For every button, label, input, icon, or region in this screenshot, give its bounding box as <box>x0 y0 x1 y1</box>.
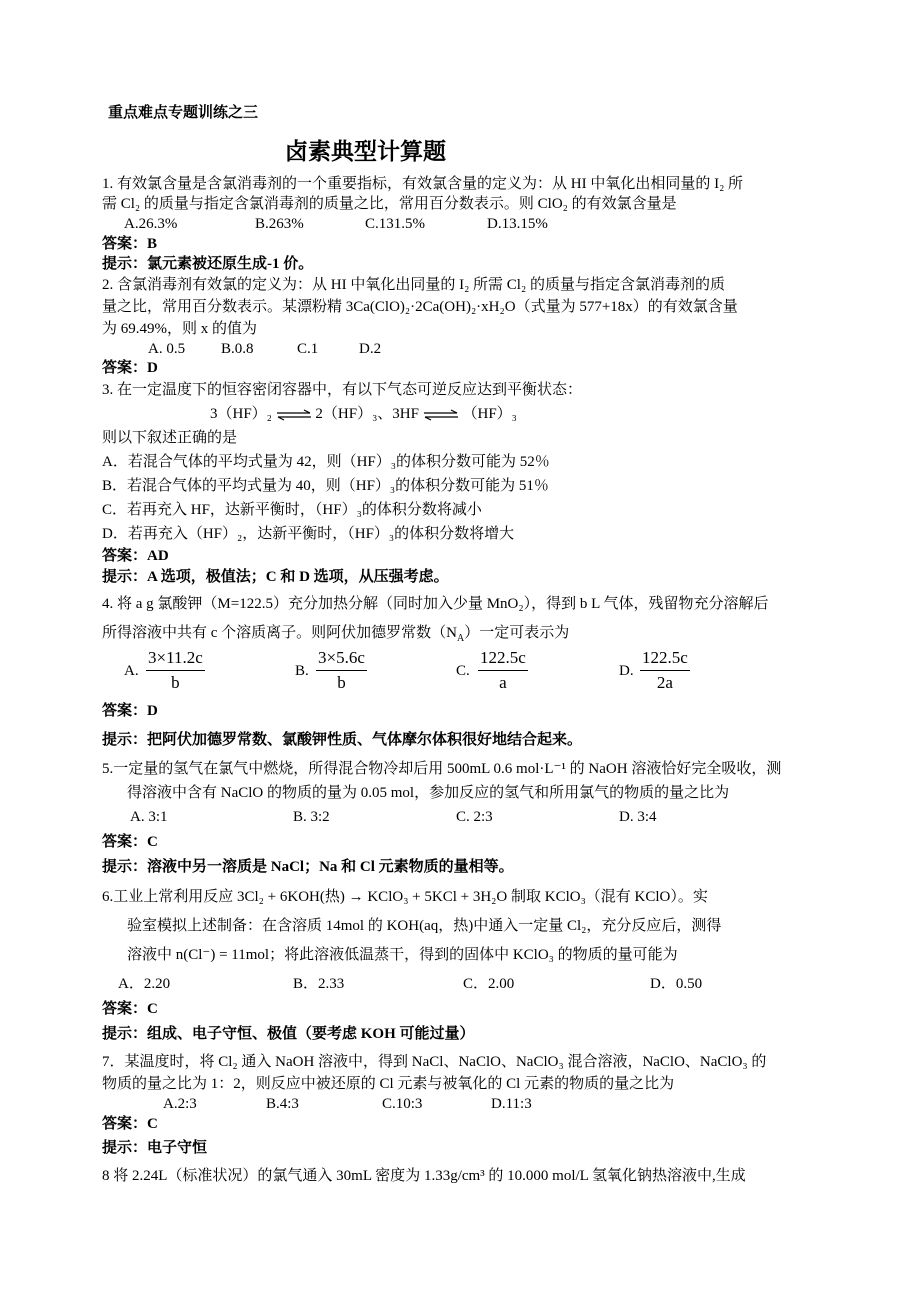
q4-hint-text: 提示：把阿伏加德罗常数、氯酸钾性质、气体摩尔体积很好地结合起来。 <box>102 732 583 748</box>
equilibrium-arrow-icon <box>276 409 312 421</box>
q3-eq-right: （HF）₃ <box>462 406 517 422</box>
q6-line3: 溶液中 n(Cl⁻) = 11mol；将此溶液低温蒸干，得到的固体中 KClO₃ 的物质的量可能为 <box>127 947 678 963</box>
q4-line2-end: ）一定可表示为 <box>464 625 570 641</box>
q5-option-a: A. 3:1 <box>130 809 168 825</box>
q6-option-d: D．0.50 <box>650 976 703 992</box>
q5-hint: 提示：溶液中另一溶质是 NaCl；Na 和 Cl 元素物质的量相等。 <box>102 859 514 875</box>
q3-line1: 3. 在一定温度下的恒容密闭容器中，有以下气态可逆反应达到平衡状态： <box>102 382 583 398</box>
q6-hint: 提示：组成、电子守恒、极值（要考虑 KOH 可能过量） <box>102 1026 475 1042</box>
q8-line1: 8 将 2.24L（标准状况）的氯气通入 30mL 密度为 1.33g/cm³ 的 10.000 mol/L 氢氧化钠热溶液中,生成 <box>102 1168 746 1184</box>
q2-line1: 2. 含氯消毒剂有效氯的定义为：从 HI 中氧化出同量的 I₂ 所需 Cl₂ 的质量与指定含氯消毒剂的质 <box>102 277 725 293</box>
q2-option-c: C.1 <box>297 341 319 357</box>
q4-line2-sub: A <box>457 633 465 644</box>
q3-option-c: C．若再充入 HF，达新平衡时，（HF）₃的体积分数将减小 <box>102 502 482 518</box>
q4-line2 <box>102 623 569 643</box>
q5-answer: 答案：C <box>102 834 158 850</box>
q1-line2: 需 Cl₂ 的质量与指定含氯消毒剂的质量之比，常用百分数表示。则 ClO₂ 的有效氯含量是 <box>102 196 677 212</box>
q2-option-a: A. 0.5 <box>148 341 186 357</box>
q1-option-d: D.13.15% <box>487 216 548 232</box>
q4-option-d-num: 122.5c <box>640 648 690 671</box>
q1-line1: 1. 有效氯含量是含氯消毒剂的一个重要指标，有效氯含量的定义为：从 HI 中氧化出相同量的 I₂ 所 <box>102 176 744 192</box>
q7-option-a: A.2:3 <box>163 1096 197 1112</box>
q5-line2: 得溶液中含有 NaClO 的物质的量为 0.05 mol，参加反应的氢气和所用氯气的物质的量之比为 <box>127 785 730 801</box>
q4-option-c-fraction <box>478 648 528 693</box>
q3-hint: 提示：A 选项，极值法；C 和 D 选项，从压强考虑。 <box>102 569 449 585</box>
q6-line2: 验室模拟上述制备：在含溶质 14mol 的 KOH(aq，热)中通入一定量 Cl₂，充分反应后，测得 <box>127 918 722 934</box>
q7-option-b: B.4:3 <box>266 1096 299 1112</box>
q7-option-d: D.11:3 <box>491 1096 532 1112</box>
q1-option-c: C.131.5% <box>365 216 425 232</box>
section-header: 重点难点专题训练之三 <box>108 105 259 121</box>
q5-option-c: C. 2:3 <box>456 809 493 825</box>
q1-option-a: A.26.3% <box>124 216 178 232</box>
q4-line2-text: 所得溶液中共有 c 个溶质离子。则阿伏加德罗常数（N <box>102 625 457 641</box>
q3-equation <box>210 404 517 424</box>
q2-line2: 量之比，常用百分数表示。某漂粉精 3Ca(ClO)₂·2Ca(OH)₂·xH₂O（式量为 577+18x）的有效氯含量 <box>102 299 738 315</box>
q4-option-b-num: 3×5.6c <box>316 648 367 671</box>
q7-line1: 7．某温度时，将 Cl₂ 通入 NaOH 溶液中，得到 NaCl、NaClO、NaClO₃ 混合溶液，NaClO、NaClO₃ 的 <box>102 1054 767 1070</box>
q2-option-b: B.0.8 <box>221 341 254 357</box>
q3-eq-mid: 2（HF）₃、3HF <box>315 406 419 422</box>
q6-line1: 6.工业上常利用反应 3Cl₂ + 6KOH(热) → KClO₃ + 5KCl + 3H₂O 制取 KClO₃（混有 KClO）。实 <box>102 889 708 905</box>
q4-option-b-den: b <box>337 673 346 692</box>
q3-option-b: B．若混合气体的平均式量为 40，则（HF）₃的体积分数可能为 51％ <box>102 478 549 494</box>
q4-hint <box>102 730 582 750</box>
q3-line2: 则以下叙述正确的是 <box>102 430 238 446</box>
q1-answer: 答案：B <box>102 236 158 252</box>
q2-answer: 答案：D <box>102 360 158 376</box>
q5-line1: 5.一定量的氢气在氯气中燃烧，所得混合物冷却后用 500mL 0.6 mol·L⁻¹ 的 NaOH 溶液恰好完全吸收，测 <box>102 761 782 777</box>
q2-line3: 为 69.49%，则 x 的值为 <box>102 321 257 337</box>
q7-answer: 答案：C <box>102 1116 158 1132</box>
q4-option-d-label: D. <box>619 663 634 679</box>
q4-line1: 4. 将 a g 氯酸钾（M=122.5）充分加热分解（同时加入少量 MnO₂），得到 b L 气体，残留物充分溶解后 <box>102 596 769 612</box>
q6-option-a: A．2.20 <box>118 976 171 992</box>
equilibrium-arrow-icon <box>423 409 459 421</box>
q7-hint: 提示：电子守恒 <box>102 1140 208 1156</box>
q4-option-c-den: a <box>499 673 507 692</box>
q4-answer: 答案：D <box>102 703 158 719</box>
q1-option-b: B.263% <box>255 216 304 232</box>
q1-hint: 提示：氯元素被还原生成-1 价。 <box>102 256 314 272</box>
q6-option-c: C．2.00 <box>463 976 515 992</box>
q4-option-b-label: B. <box>295 663 309 679</box>
q4-option-a-num: 3×11.2c <box>146 648 205 671</box>
q4-option-b-fraction <box>316 648 367 693</box>
q4-option-a-den: b <box>171 673 180 692</box>
q4-option-d-den: 2a <box>656 673 673 692</box>
q4-option-a-fraction <box>146 648 205 693</box>
q3-option-d: D．若再充入（HF）₂，达新平衡时，（HF）₃的体积分数将增大 <box>102 526 515 542</box>
q4-option-a-label: A. <box>124 663 139 679</box>
q2-option-d: D.2 <box>359 341 382 357</box>
q5-option-d: D. 3:4 <box>619 809 657 825</box>
q4-option-c-label: C. <box>456 663 470 679</box>
q6-answer: 答案：C <box>102 1001 158 1017</box>
q7-line2: 物质的量之比为 1：2，则反应中被还原的 Cl 元素与被氧化的 Cl 元素的物质的量之比为 <box>102 1076 675 1092</box>
q7-option-c: C.10:3 <box>382 1096 423 1112</box>
q3-eq-left: 3（HF）₂ <box>210 406 272 422</box>
page-title: 卤素典型计算题 <box>285 139 446 165</box>
q3-option-a: A．若混合气体的平均式量为 42，则（HF）₃的体积分数可能为 52％ <box>102 454 550 470</box>
q4-option-c-num: 122.5c <box>478 648 528 671</box>
q5-option-b: B. 3:2 <box>293 809 330 825</box>
q4-option-d-fraction <box>640 648 690 693</box>
q6-option-b: B．2.33 <box>293 976 345 992</box>
q3-answer: 答案：AD <box>102 548 169 564</box>
